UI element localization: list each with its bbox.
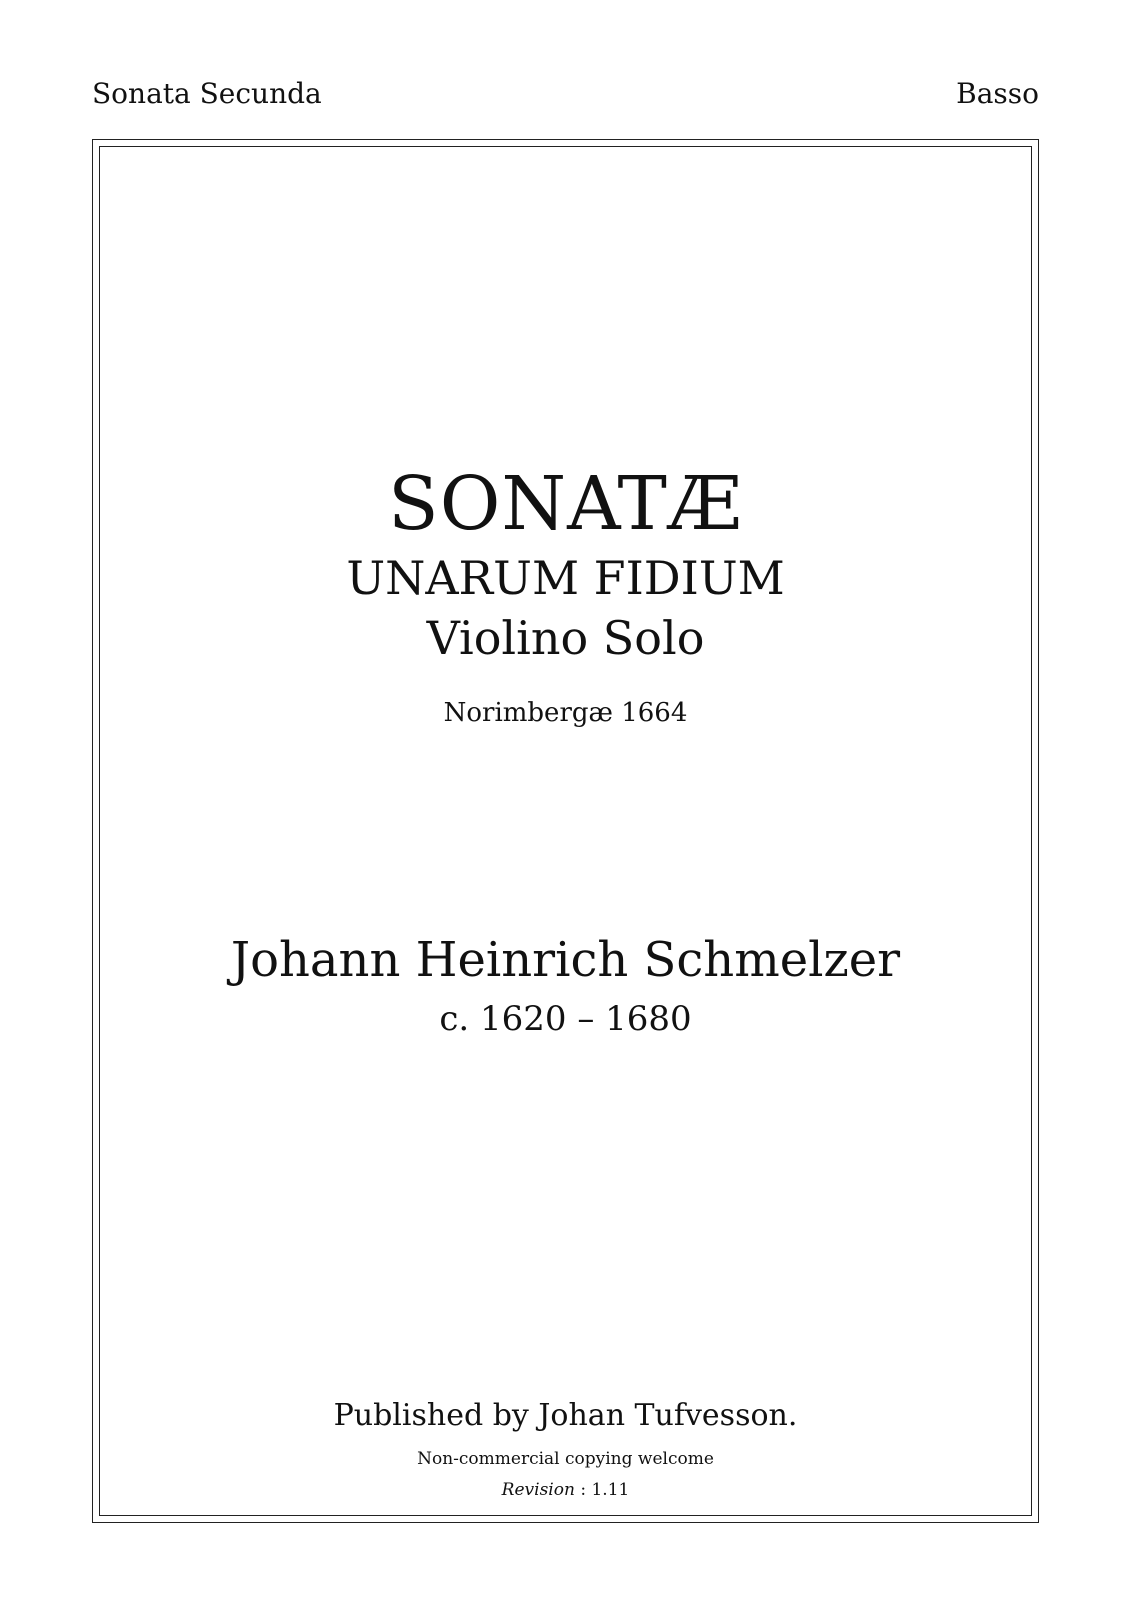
composer-name: Johann Heinrich Schmelzer xyxy=(230,932,901,988)
revision-separator: : xyxy=(574,1480,592,1500)
subtitle: UNARUM FIDIUM xyxy=(346,551,785,605)
publisher-line: Published by Johan Tufvesson. xyxy=(333,1398,798,1433)
revision-label: Revision xyxy=(501,1480,575,1500)
revision-line xyxy=(0,1479,1131,1501)
header-part-title: Sonata Secunda xyxy=(92,77,322,110)
instrument-line: Violino Solo xyxy=(426,611,705,665)
revision-value: 1.11 xyxy=(591,1480,630,1500)
place-year: Norimbergæ 1664 xyxy=(443,698,688,728)
page-border-inner xyxy=(99,146,1032,1516)
header-instrument: Basso xyxy=(956,77,1039,110)
composer-dates: c. 1620 – 1680 xyxy=(439,999,692,1039)
main-title: SONATÆ xyxy=(388,461,743,547)
copying-notice: Non-commercial copying welcome xyxy=(417,1449,714,1469)
